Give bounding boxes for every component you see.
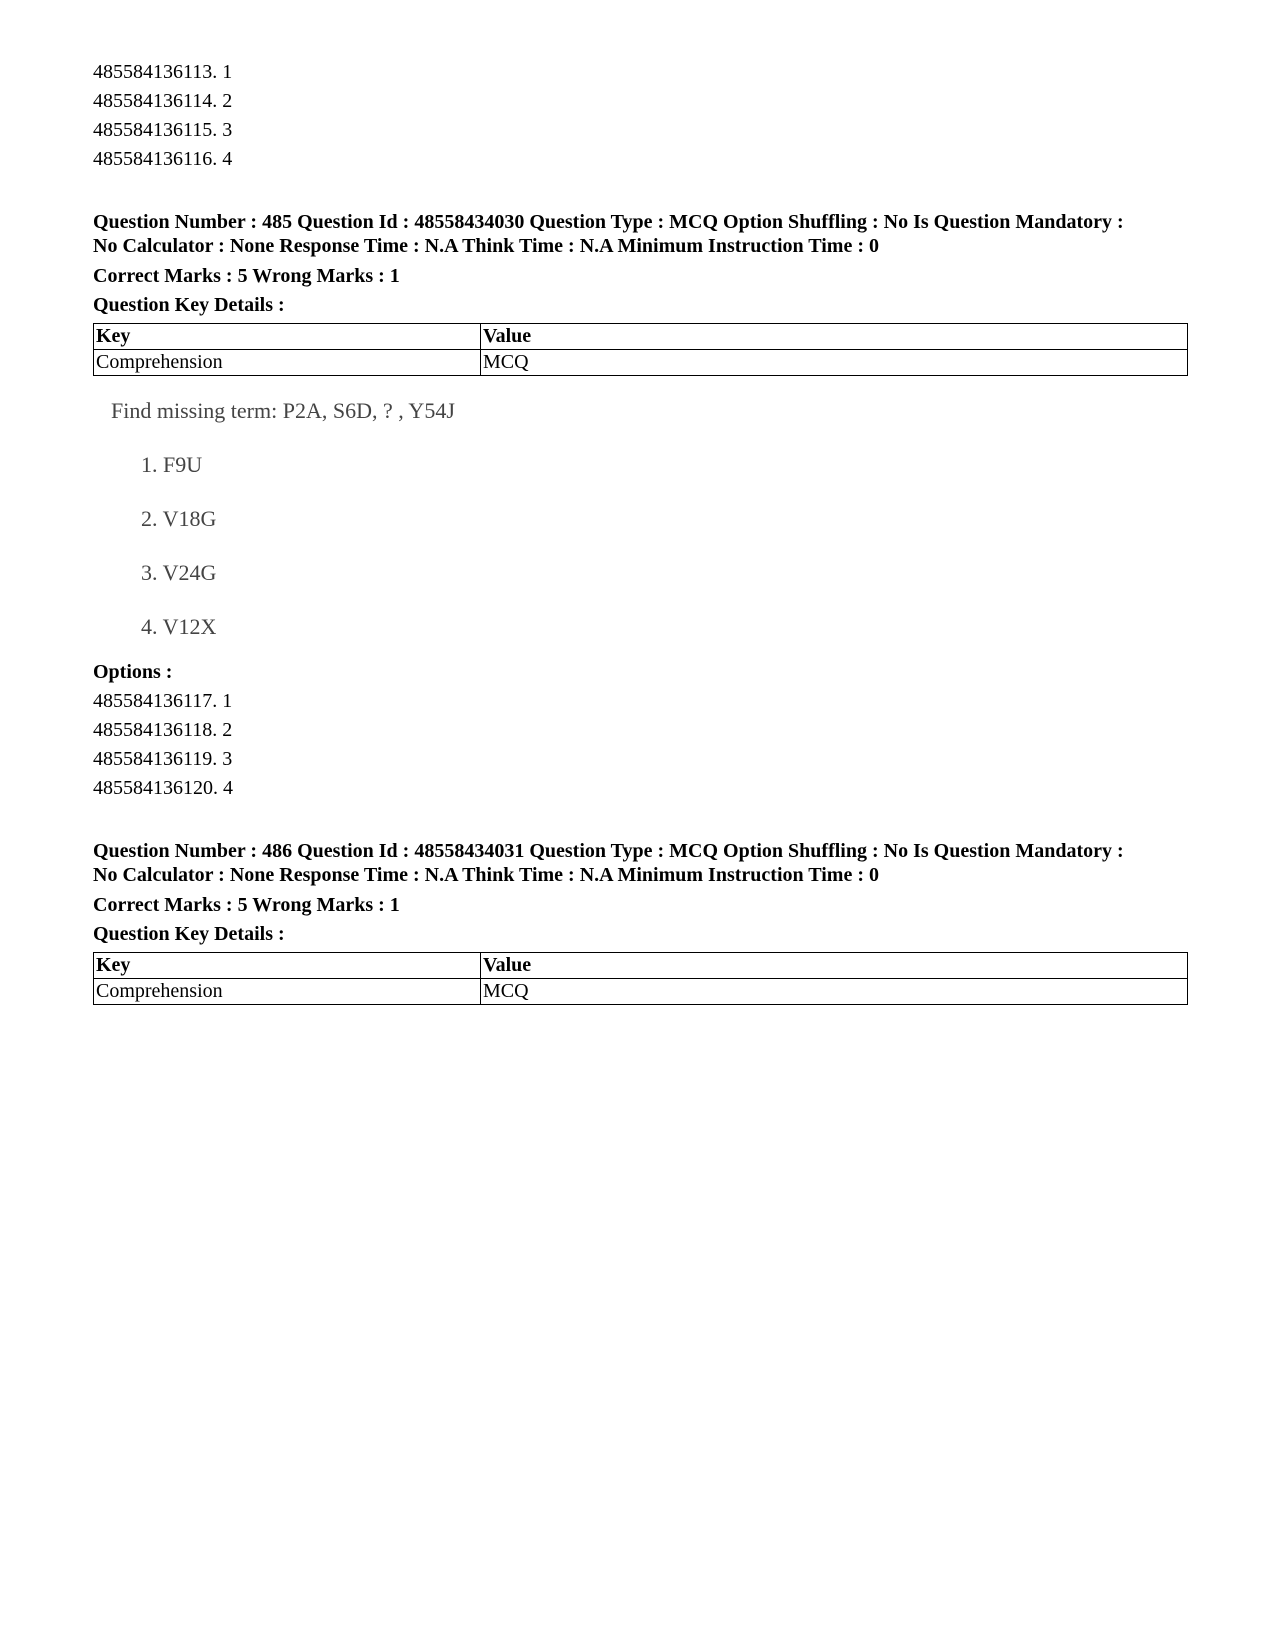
question-header-line-1: Question Number : 486 Question Id : 48558434031 Question Type : MCQ Option Shuffling : No Is Question Mandatory :: [93, 840, 1124, 862]
table-cell-key: Comprehension: [94, 350, 481, 376]
previous-options-list: [93, 58, 1188, 174]
option-id: 485584136120. 4: [93, 777, 233, 799]
question-key-details-table: [93, 952, 1188, 1005]
question-header-line-1: Question Number : 485 Question Id : 48558434030 Question Type : MCQ Option Shuffling : No Is Question Mandatory :: [93, 211, 1124, 233]
question-choice: 2. V18G: [141, 506, 217, 531]
question-header: [93, 210, 1188, 258]
option-id: 485584136115. 3: [93, 119, 233, 141]
question-marks: Correct Marks : 5 Wrong Marks : 1: [93, 894, 400, 916]
document-page: [93, 58, 1188, 1005]
table-row: [94, 979, 1188, 1005]
table-header-row: [94, 953, 1188, 979]
table-header-value: Value: [481, 953, 1188, 979]
table-header-key: Key: [94, 953, 481, 979]
option-id: 485584136114. 2: [93, 90, 233, 112]
options-label: Options :: [93, 661, 173, 683]
table-header-key: Key: [94, 324, 481, 350]
question-header-line-2: No Calculator : None Response Time : N.A Think Time : N.A Minimum Instruction Time : 0: [93, 864, 879, 886]
question-key-details-label: Question Key Details :: [93, 923, 285, 945]
question-header-line-2: No Calculator : None Response Time : N.A Think Time : N.A Minimum Instruction Time : 0: [93, 235, 879, 257]
option-id: 485584136118. 2: [93, 719, 233, 741]
question-choice: 3. V24G: [141, 560, 217, 585]
option-id: 485584136113. 1: [93, 61, 233, 83]
table-cell-value: MCQ: [481, 979, 1188, 1005]
question-choice: 1. F9U: [141, 452, 203, 477]
option-id: 485584136117. 1: [93, 690, 233, 712]
table-row: [94, 350, 1188, 376]
options-list: [93, 687, 1188, 803]
question-block-486: [93, 839, 1188, 1005]
question-header: [93, 839, 1188, 887]
option-id: 485584136116. 4: [93, 148, 233, 170]
question-content-image: [111, 396, 1188, 642]
question-choice: 4. V12X: [141, 614, 217, 639]
table-cell-value: MCQ: [481, 350, 1188, 376]
table-header-row: [94, 324, 1188, 350]
question-key-details-table: [93, 323, 1188, 376]
question-block-485: [93, 210, 1188, 803]
question-key-details-label: Question Key Details :: [93, 294, 285, 316]
option-id: 485584136119. 3: [93, 748, 233, 770]
question-marks: Correct Marks : 5 Wrong Marks : 1: [93, 265, 400, 287]
question-text: Find missing term: P2A, S6D, ? , Y54J: [111, 398, 455, 423]
table-header-value: Value: [481, 324, 1188, 350]
table-cell-key: Comprehension: [94, 979, 481, 1005]
